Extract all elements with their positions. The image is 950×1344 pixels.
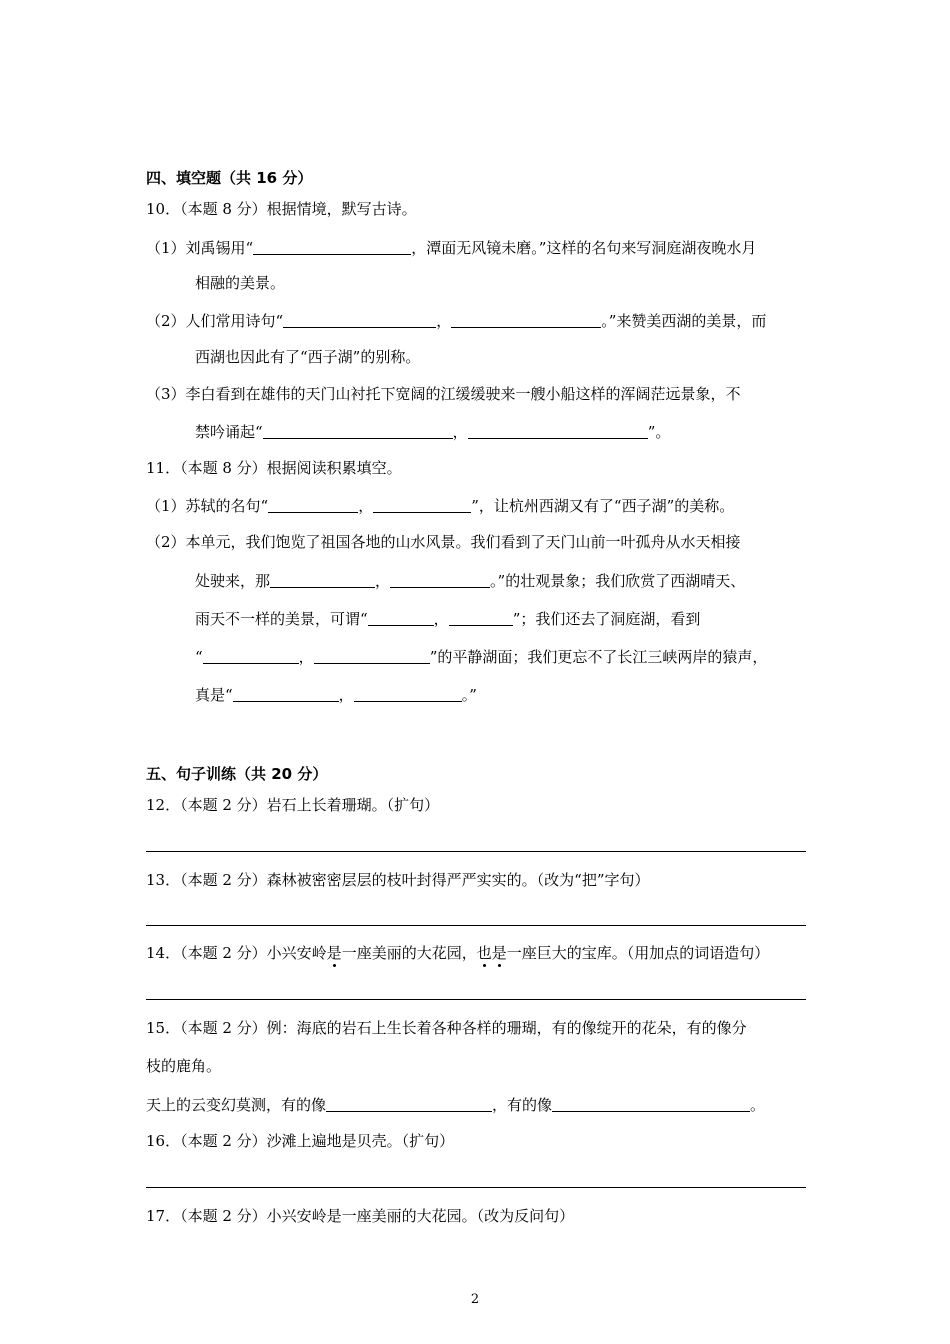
section-5-title: 五、句子训练（共 20 分） bbox=[146, 765, 328, 783]
q17: 17．（本题 2 分）小兴安岭是一座美丽的大花园。（改为反问句） bbox=[146, 1207, 575, 1225]
q11-item-2-line-2: 处驶来，那 ， 。”的壮观景象；我们欣赏了西湖晴天、 bbox=[195, 572, 746, 590]
answer-blank[interactable] bbox=[373, 498, 471, 513]
answer-blank[interactable] bbox=[283, 313, 436, 328]
answer-blank[interactable] bbox=[451, 313, 601, 328]
answer-blank[interactable] bbox=[326, 1097, 492, 1112]
answer-blank[interactable] bbox=[468, 424, 648, 439]
answer-blank[interactable] bbox=[390, 573, 490, 588]
emphasis-dot-char: 是 bbox=[326, 944, 342, 962]
q11-item-2-line-4: “ ， ”的平静湖面；我们更忘不了长江三峡两岸的猿声， bbox=[195, 648, 768, 666]
answer-line[interactable] bbox=[146, 925, 806, 926]
q10-item-3: （3）李白看到在雄伟的天门山衬托下宽阔的江缓缓驶来一艘小船这样的浑阔茫远景象，不 bbox=[146, 385, 741, 403]
q10-item-2-cont: 西湖也因此有了“西子湖”的别称。 bbox=[195, 348, 421, 366]
answer-line[interactable] bbox=[146, 1187, 806, 1188]
q11-item-1: （1）苏轼的名句“ ， ”，让杭州西湖又有了“西子湖”的美称。 bbox=[146, 497, 735, 515]
q11-item-2-line-3: 雨天不一样的美景，可谓“ ， ”；我们还去了洞庭湖，看到 bbox=[195, 610, 701, 628]
q11-item-2: （2）本单元，我们饱览了祖国各地的山水风景。我们看到了天门山前一叶孤舟从水天相接 bbox=[146, 533, 741, 551]
q10-item-1: （1）刘禹锡用“ ，潭面无风镜未磨。”这样的名句来写洞庭湖夜晚水月 bbox=[146, 239, 757, 257]
answer-blank[interactable] bbox=[253, 240, 411, 255]
answer-blank[interactable] bbox=[263, 424, 453, 439]
answer-blank[interactable] bbox=[354, 687, 462, 702]
q13: 13．（本题 2 分）森林被密密层层的枝叶封得严严实实的。（改为“把”字句） bbox=[146, 871, 650, 889]
answer-blank[interactable] bbox=[368, 611, 434, 626]
q10-stem: 10．（本题 8 分）根据情境，默写古诗。 bbox=[146, 200, 417, 218]
section-4-title: 四、填空题（共 16 分） bbox=[146, 169, 313, 187]
q10-item-1-cont: 相融的美景。 bbox=[195, 274, 286, 292]
emphasis-dot-char: 也 bbox=[476, 944, 492, 962]
answer-blank[interactable] bbox=[449, 611, 513, 626]
q12: 12．（本题 2 分）岩石上长着珊瑚。（扩句） bbox=[146, 796, 440, 814]
emphasis-dot-char: 是 bbox=[491, 944, 507, 962]
q15: 15．（本题 2 分）例：海底的岩石上生长着各种各样的珊瑚，有的像绽开的花朵，有的像分 bbox=[146, 1019, 747, 1037]
answer-blank[interactable] bbox=[203, 649, 299, 664]
answer-line[interactable] bbox=[146, 999, 806, 1000]
answer-blank[interactable] bbox=[233, 687, 339, 702]
q15-fill: 天上的云变幻莫测，有的像 ，有的像 。 bbox=[146, 1096, 766, 1114]
answer-blank[interactable] bbox=[268, 498, 358, 513]
q10-item-3-cont: 禁吟诵起“ ， ”。 bbox=[195, 423, 671, 441]
answer-blank[interactable] bbox=[314, 649, 430, 664]
answer-line[interactable] bbox=[146, 851, 806, 852]
answer-blank[interactable] bbox=[552, 1097, 750, 1112]
page-number: 2 bbox=[470, 1292, 480, 1307]
q11-item-2-line-5: 真是“ ， 。” bbox=[195, 686, 477, 704]
answer-blank[interactable] bbox=[270, 573, 375, 588]
q16: 16．（本题 2 分）沙滩上遍地是贝壳。（扩句） bbox=[146, 1132, 455, 1150]
q10-item-2: （2）人们常用诗句“ ， 。”来赞美西湖的美景，而 bbox=[146, 312, 767, 330]
q11-stem: 11．（本题 8 分）根据阅读积累填空。 bbox=[146, 459, 402, 477]
q15-cont: 枝的鹿角。 bbox=[146, 1057, 222, 1075]
q14: 14．（本题 2 分）小兴安岭是一座美丽的大花园，也是一座巨大的宝库。（用加点的词语造句） bbox=[146, 944, 770, 962]
